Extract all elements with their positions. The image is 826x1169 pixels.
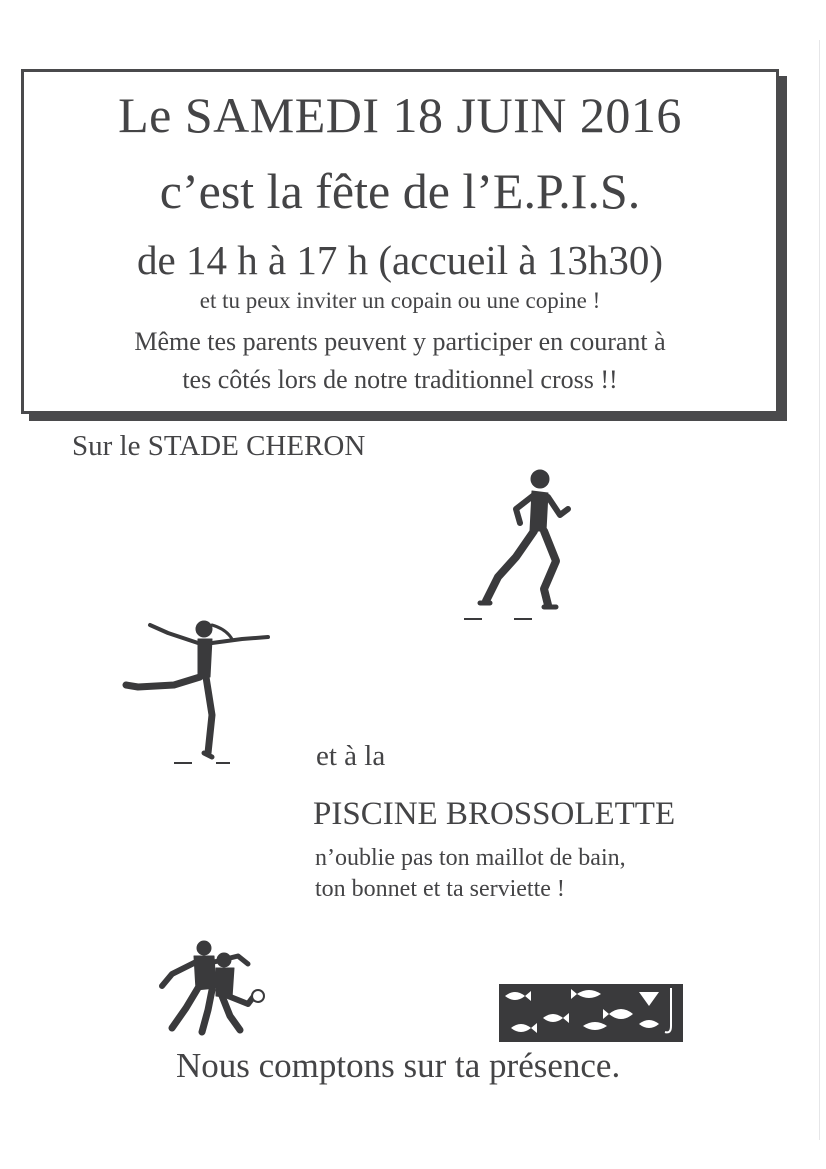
closing-text: Nous comptons sur ta présence. xyxy=(176,1046,621,1085)
football-players-icon xyxy=(158,938,268,1038)
piscine-reminder-1: n’oublie pas ton maillot de bain, xyxy=(315,845,626,871)
and-at-the: et à la xyxy=(316,740,386,772)
parents-text-1: Même tes parents peuvent y participer en courant à xyxy=(134,327,666,356)
piscine-reminder-2: ton bonnet et ta serviette ! xyxy=(315,876,565,902)
runner-icon xyxy=(460,465,580,625)
piscine-title: PISCINE BROSSOLETTE xyxy=(313,796,676,832)
event-title: c’est la fête de l’E.P.I.S. xyxy=(159,163,641,219)
stade-location: Sur le STADE CHERON xyxy=(72,430,366,462)
header-box xyxy=(21,69,779,414)
event-date: Le SAMEDI 18 JUIN 2016 xyxy=(118,87,682,143)
fish-pattern-icon xyxy=(499,984,683,1042)
gymnast-icon xyxy=(118,615,278,775)
event-hours: de 14 h à 17 h (accueil à 13h30) xyxy=(137,237,663,283)
invite-text: et tu peux inviter un copain ou une copine ! xyxy=(199,288,601,313)
parents-text-2: tes côtés lors de notre traditionnel cross !! xyxy=(182,365,618,394)
scan-edge xyxy=(819,40,820,1140)
